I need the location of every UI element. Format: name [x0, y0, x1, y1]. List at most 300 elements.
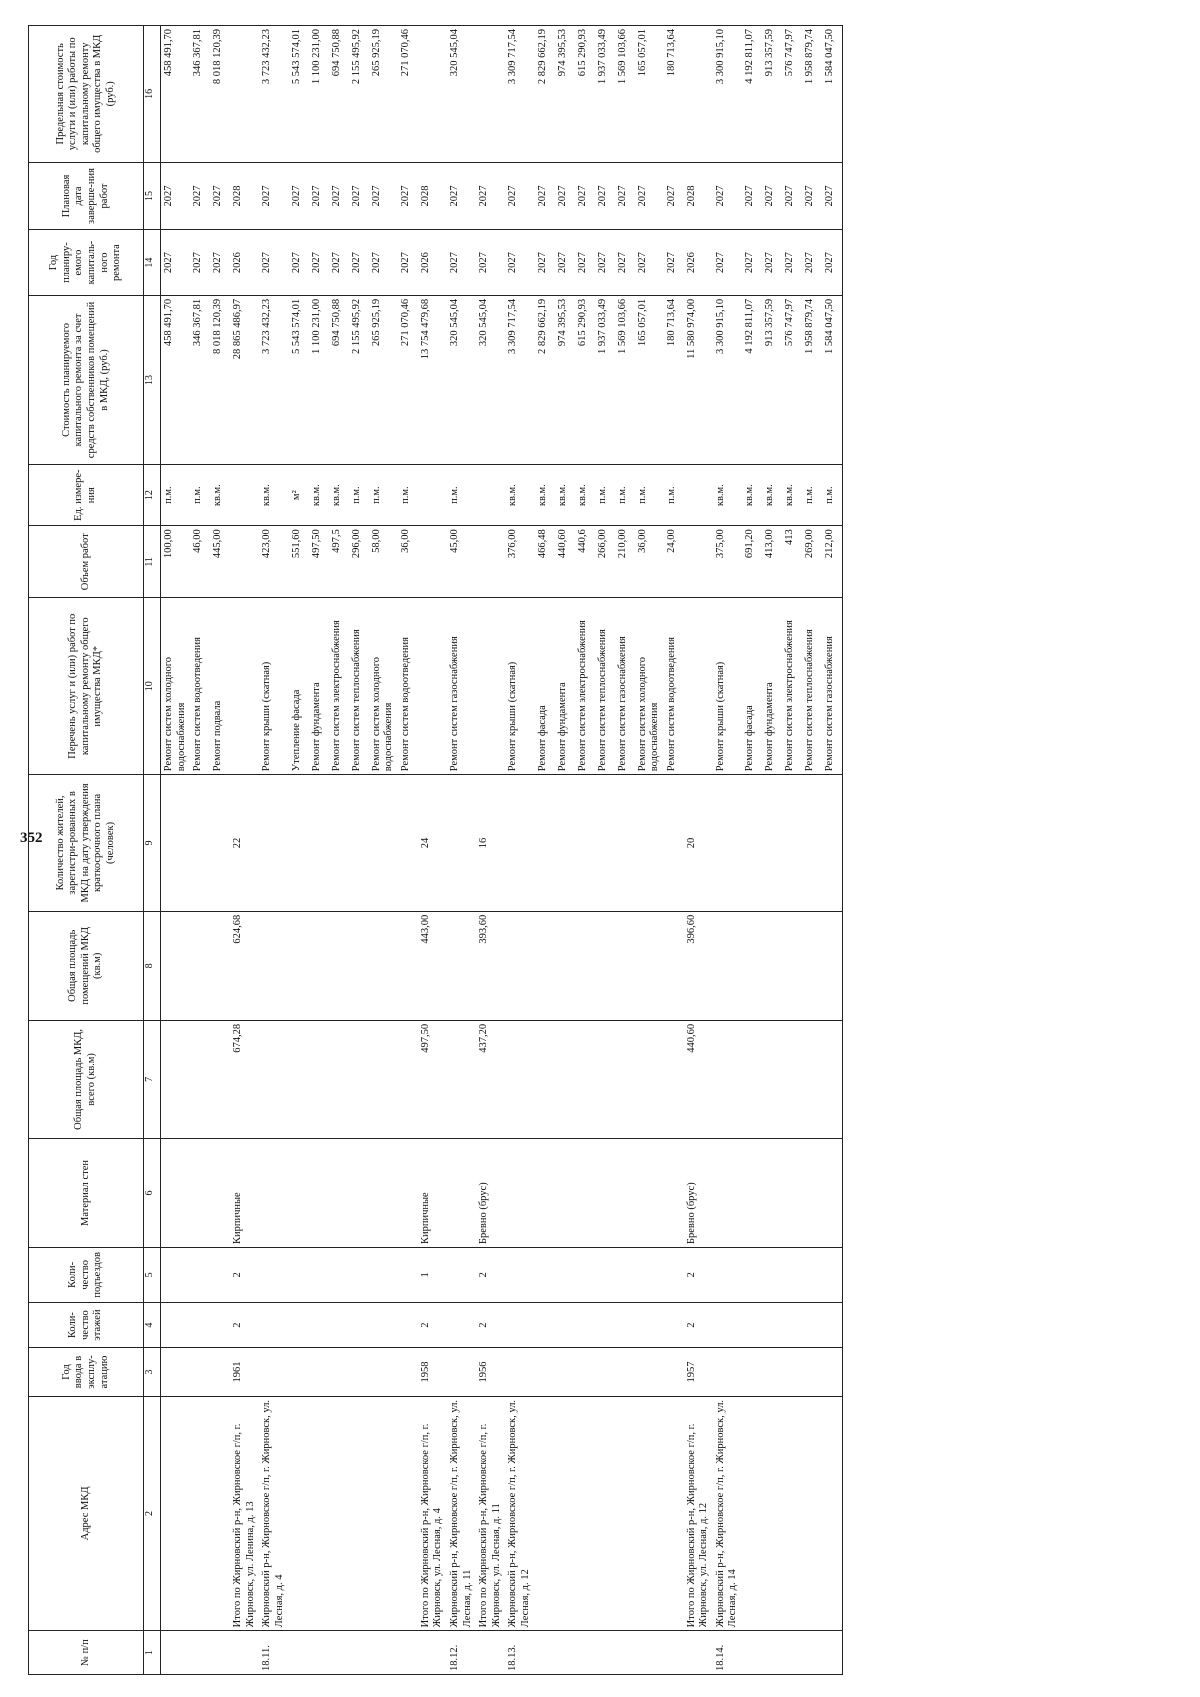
table-cell: 100,00	[161, 526, 191, 598]
table-cell	[664, 1020, 684, 1138]
table-cell	[329, 775, 349, 912]
table-cell: 11 580 974,00	[684, 295, 713, 464]
table-cell	[822, 1302, 843, 1348]
table-cell	[575, 1020, 595, 1138]
table-cell: 1 569 103,66	[615, 26, 635, 163]
table-cell	[575, 1248, 595, 1303]
table-cell	[664, 1631, 684, 1675]
table-cell	[635, 1302, 664, 1348]
table-cell	[535, 775, 555, 912]
table-cell	[713, 1138, 742, 1247]
table-row	[418, 26, 447, 1675]
table-cell: Жирновский р-н, Жирновское г/п, г. Жирновск, ул. Лесная, д. 4	[259, 1396, 288, 1631]
table-cell	[349, 775, 369, 912]
table-cell	[713, 1302, 742, 1348]
table-cell: 2027	[369, 162, 398, 230]
table-cell: 2027	[635, 230, 664, 296]
table-cell: 2027	[476, 230, 505, 296]
table-cell: 2027	[210, 162, 230, 230]
table-cell	[369, 911, 398, 1020]
table-cell: Бревно (брус)	[476, 1138, 505, 1247]
table-cell: 2027	[309, 162, 329, 230]
table-cell	[713, 1020, 742, 1138]
table-cell: кв.м.	[713, 465, 742, 526]
table-cell: 2027	[190, 230, 210, 296]
table-cell: 2 829 662,19	[535, 26, 555, 163]
table-cell: 2027	[369, 230, 398, 296]
table-cell	[802, 1020, 822, 1138]
table-cell	[782, 1348, 802, 1396]
table-cell: 2027	[289, 162, 309, 230]
table-cell	[635, 1020, 664, 1138]
table-cell	[575, 1302, 595, 1348]
column-header: Коли-чество подъездов	[29, 1248, 144, 1303]
table-cell: 576 747,97	[782, 26, 802, 163]
table-cell: 3 723 432,23	[259, 295, 288, 464]
table-cell: кв.м.	[309, 465, 329, 526]
table-cell: кв.м.	[535, 465, 555, 526]
table-cell	[210, 911, 230, 1020]
table-cell: 2027	[713, 162, 742, 230]
table-cell	[418, 526, 447, 598]
table-cell	[684, 598, 713, 775]
table-cell: 2027	[161, 230, 191, 296]
table-cell: 58,00	[369, 526, 398, 598]
table-cell	[782, 1138, 802, 1247]
table-cell: 271 070,46	[398, 26, 418, 163]
table-row	[684, 26, 713, 1675]
table-cell: 2 155 495,92	[349, 26, 369, 163]
table-cell: 2028	[418, 162, 447, 230]
table-cell	[398, 1631, 418, 1675]
table-cell	[398, 911, 418, 1020]
table-cell	[289, 1396, 309, 1631]
table-cell	[615, 1396, 635, 1631]
table-row	[575, 26, 595, 1675]
table-cell: 3 300 915,10	[713, 26, 742, 163]
table-cell	[635, 1138, 664, 1247]
repair-plan-table	[28, 25, 843, 1675]
table-cell	[309, 1396, 329, 1631]
table-cell: 913 357,59	[762, 295, 782, 464]
table-cell	[684, 465, 713, 526]
table-cell	[822, 1631, 843, 1675]
table-cell	[595, 1020, 615, 1138]
table-cell: 2027	[329, 162, 349, 230]
column-number: 8	[144, 911, 161, 1020]
table-cell: 46,00	[190, 526, 210, 598]
table-cell	[476, 526, 505, 598]
table-cell	[230, 26, 259, 163]
table-cell	[161, 1631, 191, 1675]
table-cell: 18.13.	[505, 1631, 534, 1675]
table-cell: 2027	[615, 162, 635, 230]
column-number-row	[144, 26, 161, 1675]
table-cell	[535, 1348, 555, 1396]
table-cell	[190, 1631, 210, 1675]
table-row	[555, 26, 575, 1675]
table-cell: 1957	[684, 1348, 713, 1396]
table-cell	[802, 1396, 822, 1631]
table-cell: 320 545,04	[447, 26, 476, 163]
table-cell	[575, 1138, 595, 1247]
table-cell: п.м.	[190, 465, 210, 526]
table-cell: 1 569 103,66	[615, 295, 635, 464]
table-cell	[259, 911, 288, 1020]
table-cell: 2026	[230, 230, 259, 296]
table-cell: 8 018 120,39	[210, 295, 230, 464]
table-cell: Ремонт систем газоснабжения	[447, 598, 476, 775]
column-number: 16	[144, 26, 161, 163]
table-cell	[615, 1020, 635, 1138]
table-cell	[259, 1248, 288, 1303]
table-cell	[505, 1020, 534, 1138]
table-cell	[476, 465, 505, 526]
table-cell: 2027	[190, 162, 210, 230]
table-cell	[575, 1396, 595, 1631]
table-cell	[161, 1348, 191, 1396]
table-cell	[398, 1138, 418, 1247]
table-cell: 4 192 811,07	[742, 26, 762, 163]
table-cell	[595, 911, 615, 1020]
table-cell: 2027	[398, 162, 418, 230]
table-cell: 296,00	[349, 526, 369, 598]
table-cell: Ремонт крыши (скатная)	[713, 598, 742, 775]
table-cell: 2027	[349, 230, 369, 296]
table-cell: кв.м.	[505, 465, 534, 526]
table-row	[398, 26, 418, 1675]
table-cell: Ремонт систем электроснабжения	[329, 598, 349, 775]
column-number: 7	[144, 1020, 161, 1138]
table-cell: 165 057,01	[635, 26, 664, 163]
table-cell: 1 958 879,74	[802, 295, 822, 464]
table-cell	[230, 598, 259, 775]
table-cell: п.м.	[447, 465, 476, 526]
column-number: 14	[144, 230, 161, 296]
table-cell	[369, 1396, 398, 1631]
table-cell: Ремонт систем теплоснабжения	[349, 598, 369, 775]
table-cell: 22	[230, 775, 259, 912]
table-cell: 3 300 915,10	[713, 295, 742, 464]
table-cell: 2027	[664, 230, 684, 296]
table-cell	[190, 775, 210, 912]
table-cell: 20	[684, 775, 713, 912]
table-cell: 180 713,64	[664, 295, 684, 464]
table-cell	[802, 1631, 822, 1675]
table-cell: 320 545,04	[447, 295, 476, 464]
table-cell: 440,60	[684, 1020, 713, 1138]
column-number: 13	[144, 295, 161, 464]
table-cell	[635, 1348, 664, 1396]
table-cell: Кирпичные	[230, 1138, 259, 1247]
table-cell	[369, 1631, 398, 1675]
column-header: Год ввода в эксплу-атацию	[29, 1348, 144, 1396]
table-cell	[555, 1396, 575, 1631]
table-cell: Ремонт систем холодного водоснабжения	[369, 598, 398, 775]
table-cell: 5 543 574,01	[289, 26, 309, 163]
table-cell	[505, 775, 534, 912]
table-cell	[535, 1020, 555, 1138]
table-cell	[595, 1248, 615, 1303]
column-header: Коли-чество этажей	[29, 1302, 144, 1348]
table-cell	[664, 775, 684, 912]
table-cell: м²	[289, 465, 309, 526]
table-cell	[309, 911, 329, 1020]
table-cell: 2027	[398, 230, 418, 296]
table-cell	[615, 1138, 635, 1247]
table-cell: 1956	[476, 1348, 505, 1396]
table-row	[447, 26, 476, 1675]
header-row	[29, 26, 144, 1675]
table-cell: 440,6	[575, 526, 595, 598]
table-cell	[505, 1138, 534, 1247]
table-row	[161, 26, 191, 1675]
column-header: № п/п	[29, 1631, 144, 1675]
table-cell: Ремонт крыши (скатная)	[259, 598, 288, 775]
table-cell	[309, 775, 329, 912]
table-cell: 393,60	[476, 911, 505, 1020]
table-cell	[349, 1631, 369, 1675]
table-cell: 2027	[575, 230, 595, 296]
table-cell	[575, 911, 595, 1020]
table-cell: 2027	[535, 230, 555, 296]
table-cell: 265 925,19	[369, 26, 398, 163]
table-cell: п.м.	[161, 465, 191, 526]
table-cell	[329, 1302, 349, 1348]
table-cell	[289, 1348, 309, 1396]
table-cell: Ремонт систем теплоснабжения	[802, 598, 822, 775]
column-number: 3	[144, 1348, 161, 1396]
table-cell	[782, 1020, 802, 1138]
table-cell: Ремонт систем газоснабжения	[822, 598, 843, 775]
table-cell: 2	[230, 1302, 259, 1348]
table-cell: Итого по Жирновский р-н, Жирновское г/п, г. Жирновск, ул. Лесная, д. 4	[418, 1396, 447, 1631]
table-cell	[476, 1631, 505, 1675]
table-cell	[329, 1138, 349, 1247]
table-cell	[309, 1138, 329, 1247]
table-cell	[635, 1396, 664, 1631]
table-row	[535, 26, 555, 1675]
table-cell	[595, 1631, 615, 1675]
table-cell: 2027	[289, 230, 309, 296]
table-cell: 2028	[684, 162, 713, 230]
table-cell: 265 925,19	[369, 295, 398, 464]
table-cell: Ремонт систем электроснабжения	[575, 598, 595, 775]
table-cell	[555, 1348, 575, 1396]
table-cell	[210, 1631, 230, 1675]
table-cell: п.м.	[615, 465, 635, 526]
table-cell: 212,00	[822, 526, 843, 598]
table-cell: 1 937 033,49	[595, 26, 615, 163]
table-cell	[259, 1302, 288, 1348]
table-cell: 2027	[161, 162, 191, 230]
table-cell	[398, 1348, 418, 1396]
table-cell	[418, 598, 447, 775]
table-cell: 974 395,53	[555, 295, 575, 464]
table-cell: 437,20	[476, 1020, 505, 1138]
table-cell	[210, 1302, 230, 1348]
table-cell	[762, 1348, 782, 1396]
table-cell	[742, 1020, 762, 1138]
table-cell	[762, 1020, 782, 1138]
table-cell: 180 713,64	[664, 26, 684, 163]
column-number: 10	[144, 598, 161, 775]
table-cell	[369, 1020, 398, 1138]
table-row	[349, 26, 369, 1675]
table-cell	[447, 1020, 476, 1138]
table-cell	[684, 26, 713, 163]
table-cell: п.м.	[369, 465, 398, 526]
column-header: Стоимость планируемого капитального ремонта за счет средств собственников помещений в МКД, (руб.)	[29, 295, 144, 464]
table-cell: п.м.	[664, 465, 684, 526]
table-cell	[822, 1396, 843, 1631]
table-cell	[190, 1138, 210, 1247]
table-cell	[210, 1138, 230, 1247]
table-cell: 913 357,59	[762, 26, 782, 163]
table-cell	[615, 1302, 635, 1348]
table-cell	[418, 26, 447, 163]
table-cell: 497,50	[309, 526, 329, 598]
table-cell	[505, 1348, 534, 1396]
table-cell	[161, 1138, 191, 1247]
table-cell	[555, 1138, 575, 1247]
table-cell	[259, 1138, 288, 1247]
table-cell	[802, 1348, 822, 1396]
table-cell	[762, 1138, 782, 1247]
table-cell	[575, 775, 595, 912]
table-cell	[476, 26, 505, 163]
table-cell	[742, 911, 762, 1020]
table-cell	[762, 911, 782, 1020]
table-cell	[822, 1248, 843, 1303]
table-cell	[289, 1302, 309, 1348]
table-cell	[190, 1248, 210, 1303]
table-cell: 2027	[349, 162, 369, 230]
table-cell	[535, 1138, 555, 1247]
table-cell: 18.14.	[713, 1631, 742, 1675]
table-cell	[535, 1396, 555, 1631]
table-cell	[259, 1348, 288, 1396]
column-header: Плановая дата заверше-ния работ	[29, 162, 144, 230]
table-cell	[210, 1348, 230, 1396]
table-cell: 16	[476, 775, 505, 912]
table-cell: 2	[230, 1248, 259, 1303]
table-cell	[664, 1138, 684, 1247]
table-cell: кв.м.	[742, 465, 762, 526]
table-cell: 2027	[309, 230, 329, 296]
table-cell	[575, 1631, 595, 1675]
table-cell	[349, 1348, 369, 1396]
table-row	[782, 26, 802, 1675]
table-cell: Ремонт систем водоотведения	[664, 598, 684, 775]
table-cell	[190, 1348, 210, 1396]
table-cell	[762, 1631, 782, 1675]
table-cell	[289, 1020, 309, 1138]
table-cell	[684, 1631, 713, 1675]
table-cell: 2027	[762, 162, 782, 230]
table-cell	[369, 1138, 398, 1247]
column-header: Объем работ	[29, 526, 144, 598]
table-cell: 2	[476, 1302, 505, 1348]
table-cell	[822, 911, 843, 1020]
table-body	[144, 26, 843, 1675]
table-cell	[476, 598, 505, 775]
table-cell: 165 057,01	[635, 295, 664, 464]
table-cell	[329, 1248, 349, 1303]
table-cell	[555, 775, 575, 912]
table-cell: 376,00	[505, 526, 534, 598]
table-cell: 2027	[595, 230, 615, 296]
table-cell	[713, 775, 742, 912]
table-cell	[398, 1248, 418, 1303]
table-cell: 2027	[802, 162, 822, 230]
table-cell	[762, 1396, 782, 1631]
table-cell	[230, 1631, 259, 1675]
table-cell: 5 543 574,01	[289, 295, 309, 464]
table-cell: 2027	[447, 162, 476, 230]
table-cell: 2027	[259, 230, 288, 296]
table-cell	[309, 1302, 329, 1348]
table-cell: Ремонт систем водоотведения	[190, 598, 210, 775]
table-cell: п.м.	[398, 465, 418, 526]
table-row	[369, 26, 398, 1675]
table-cell: 2027	[742, 162, 762, 230]
table-row	[742, 26, 762, 1675]
table-cell	[505, 911, 534, 1020]
table-cell	[615, 775, 635, 912]
table-cell: 458 491,70	[161, 295, 191, 464]
table-cell	[398, 1020, 418, 1138]
table-cell: 18.12.	[447, 1631, 476, 1675]
table-cell	[742, 1248, 762, 1303]
column-number: 11	[144, 526, 161, 598]
table-cell	[782, 1396, 802, 1631]
table-cell: Ремонт фундамента	[309, 598, 329, 775]
table-row	[635, 26, 664, 1675]
table-cell: 3 309 717,54	[505, 26, 534, 163]
table-cell: 691,20	[742, 526, 762, 598]
table-row	[595, 26, 615, 1675]
table-cell	[398, 1302, 418, 1348]
table-cell: 2027	[329, 230, 349, 296]
table-cell: 2027	[762, 230, 782, 296]
table-cell	[713, 1248, 742, 1303]
table-cell	[555, 1631, 575, 1675]
table-cell: кв.м.	[210, 465, 230, 526]
table-cell	[615, 1348, 635, 1396]
table-cell	[664, 1396, 684, 1631]
table-cell: п.м.	[802, 465, 822, 526]
column-header: Количество жителей, зарегистри-рованных в МКД на дату утверждения краткосрочного плана (человек)	[29, 775, 144, 912]
table-cell	[447, 1348, 476, 1396]
table-cell: 1 937 033,49	[595, 295, 615, 464]
table-row	[802, 26, 822, 1675]
table-cell	[210, 1020, 230, 1138]
table-cell: Ремонт систем холодного водоснабжения	[161, 598, 191, 775]
table-cell	[190, 1302, 210, 1348]
table-cell: 1 958 879,74	[802, 26, 822, 163]
column-header: Год планиру-емого капиталь-ного ремонта	[29, 230, 144, 296]
table-row	[505, 26, 534, 1675]
table-cell	[349, 1396, 369, 1631]
table-cell	[615, 1248, 635, 1303]
table-cell	[289, 1631, 309, 1675]
table-cell	[664, 1302, 684, 1348]
table-cell: Бревно (брус)	[684, 1138, 713, 1247]
table-cell: 3 723 432,23	[259, 26, 288, 163]
table-cell: 2 829 662,19	[535, 295, 555, 464]
table-cell: 615 290,93	[575, 26, 595, 163]
